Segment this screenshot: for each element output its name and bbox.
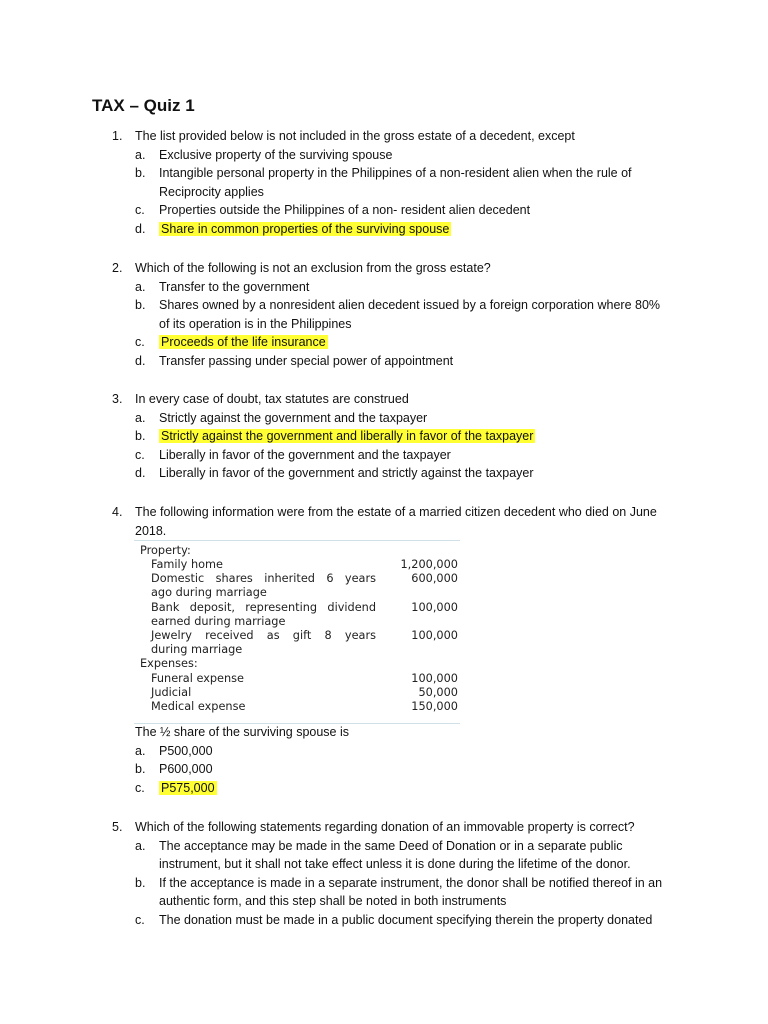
table-value: 100,000 xyxy=(411,629,458,642)
table-label: Funeral expense xyxy=(151,672,245,685)
question-number: 2. xyxy=(112,261,123,275)
table-label: Domestic shares inherited 6 years xyxy=(151,572,376,585)
table-value: 600,000 xyxy=(411,572,458,585)
option-a: a. P500,000 xyxy=(135,743,213,758)
table-value: 1,200,000 xyxy=(400,558,458,571)
table-label: Medical expense xyxy=(151,700,246,713)
option-c-answer: c. P575,000 xyxy=(135,780,215,795)
option-a: a. Exclusive property of the surviving spouse xyxy=(135,147,393,162)
answer-highlight: Proceeds of the life insurance xyxy=(161,335,326,350)
question-stem: The ½ share of the surviving spouse is xyxy=(135,725,350,739)
question-5 xyxy=(112,818,687,930)
option-b: b. P600,000 xyxy=(135,762,213,777)
table-header-expenses: Expenses: xyxy=(140,657,198,670)
table-value: 100,000 xyxy=(411,601,458,614)
answer-highlight: P575,000 xyxy=(161,780,215,795)
table-label: Family home xyxy=(151,558,223,571)
option-c: c. Liberally in favor of the government and the taxpayer xyxy=(135,447,451,462)
question-1 xyxy=(112,127,687,239)
table-value: 50,000 xyxy=(418,686,458,699)
question-4 xyxy=(112,503,687,540)
question-stem: The list provided below is not included in the gross estate of a decedent, except xyxy=(135,129,575,143)
table-value: 100,000 xyxy=(411,672,458,685)
option-d: d. Transfer passing under special power of appointment xyxy=(135,353,454,368)
option-a: a. Strictly against the government and the taxpayer xyxy=(135,410,428,425)
table-label: ago during marriage xyxy=(151,586,267,599)
question-stem: The following information were from the estate of a married citizen decedent who died on June 2018. xyxy=(135,505,657,538)
option-c: c. Properties outside the Philippines of a non- resident alien decedent xyxy=(135,203,531,218)
question-number: 1. xyxy=(112,129,123,143)
table-label: Judicial xyxy=(151,686,192,699)
document-title: TAX – Quiz 1 xyxy=(92,96,195,115)
question-stem: Which of the following statements regarding donation of an immovable property is correct? xyxy=(135,820,635,834)
option-a: a. Transfer to the government xyxy=(135,279,310,294)
option-c-answer: c. Proceeds of the life insurance xyxy=(135,335,326,350)
table-label: during marriage xyxy=(151,643,243,656)
option-b-answer: b. Strictly against the government and liberally in favor of the taxpayer xyxy=(135,429,534,444)
table-label: Jewelry received as gift 8 years xyxy=(151,629,376,642)
table-label: earned during marriage xyxy=(151,615,286,628)
table-header-property: Property: xyxy=(140,544,191,557)
question-number: 5. xyxy=(112,820,123,834)
option-b: b. Shares owned by a nonresident alien decedent issued by a foreign corporation where 80% of its operation is in the Philippines xyxy=(135,298,661,331)
option-a: a. The acceptance may be made in the same Deed of Donation or in a separate public instrument, but it shall not take effect unless it is done during the lifetime of the donor. xyxy=(135,838,631,872)
question-4-followup xyxy=(135,723,675,797)
estate-table xyxy=(134,540,460,724)
question-number: 4. xyxy=(112,505,123,519)
answer-highlight: Share in common properties of the surviving spouse xyxy=(161,221,450,236)
question-stem: In every case of doubt, tax statutes are construed xyxy=(135,392,409,406)
question-3 xyxy=(112,390,687,483)
option-b: b. Intangible personal property in the Philippines of a non-resident alien when the rule of Reciprocity applies xyxy=(135,166,632,199)
option-d: d. Liberally in favor of the government and strictly against the taxpayer xyxy=(135,466,534,481)
table-label: Bank deposit, representing dividend xyxy=(151,601,376,614)
option-d-answer: d. Share in common properties of the surviving spouse xyxy=(135,221,450,236)
question-stem: Which of the following is not an exclusion from the gross estate? xyxy=(135,261,491,275)
question-number: 3. xyxy=(112,392,123,406)
answer-highlight: Strictly against the government and liberally in favor of the taxpayer xyxy=(161,429,534,444)
table-value: 150,000 xyxy=(411,700,458,713)
option-c: c. The donation must be made in a public document specifying therein the property donated xyxy=(135,912,653,927)
option-b: b. If the acceptance is made in a separate instrument, the donor shall be notified thereof in an authentic form, and this step shall be noted in both instruments xyxy=(135,875,663,909)
question-2 xyxy=(112,259,687,371)
